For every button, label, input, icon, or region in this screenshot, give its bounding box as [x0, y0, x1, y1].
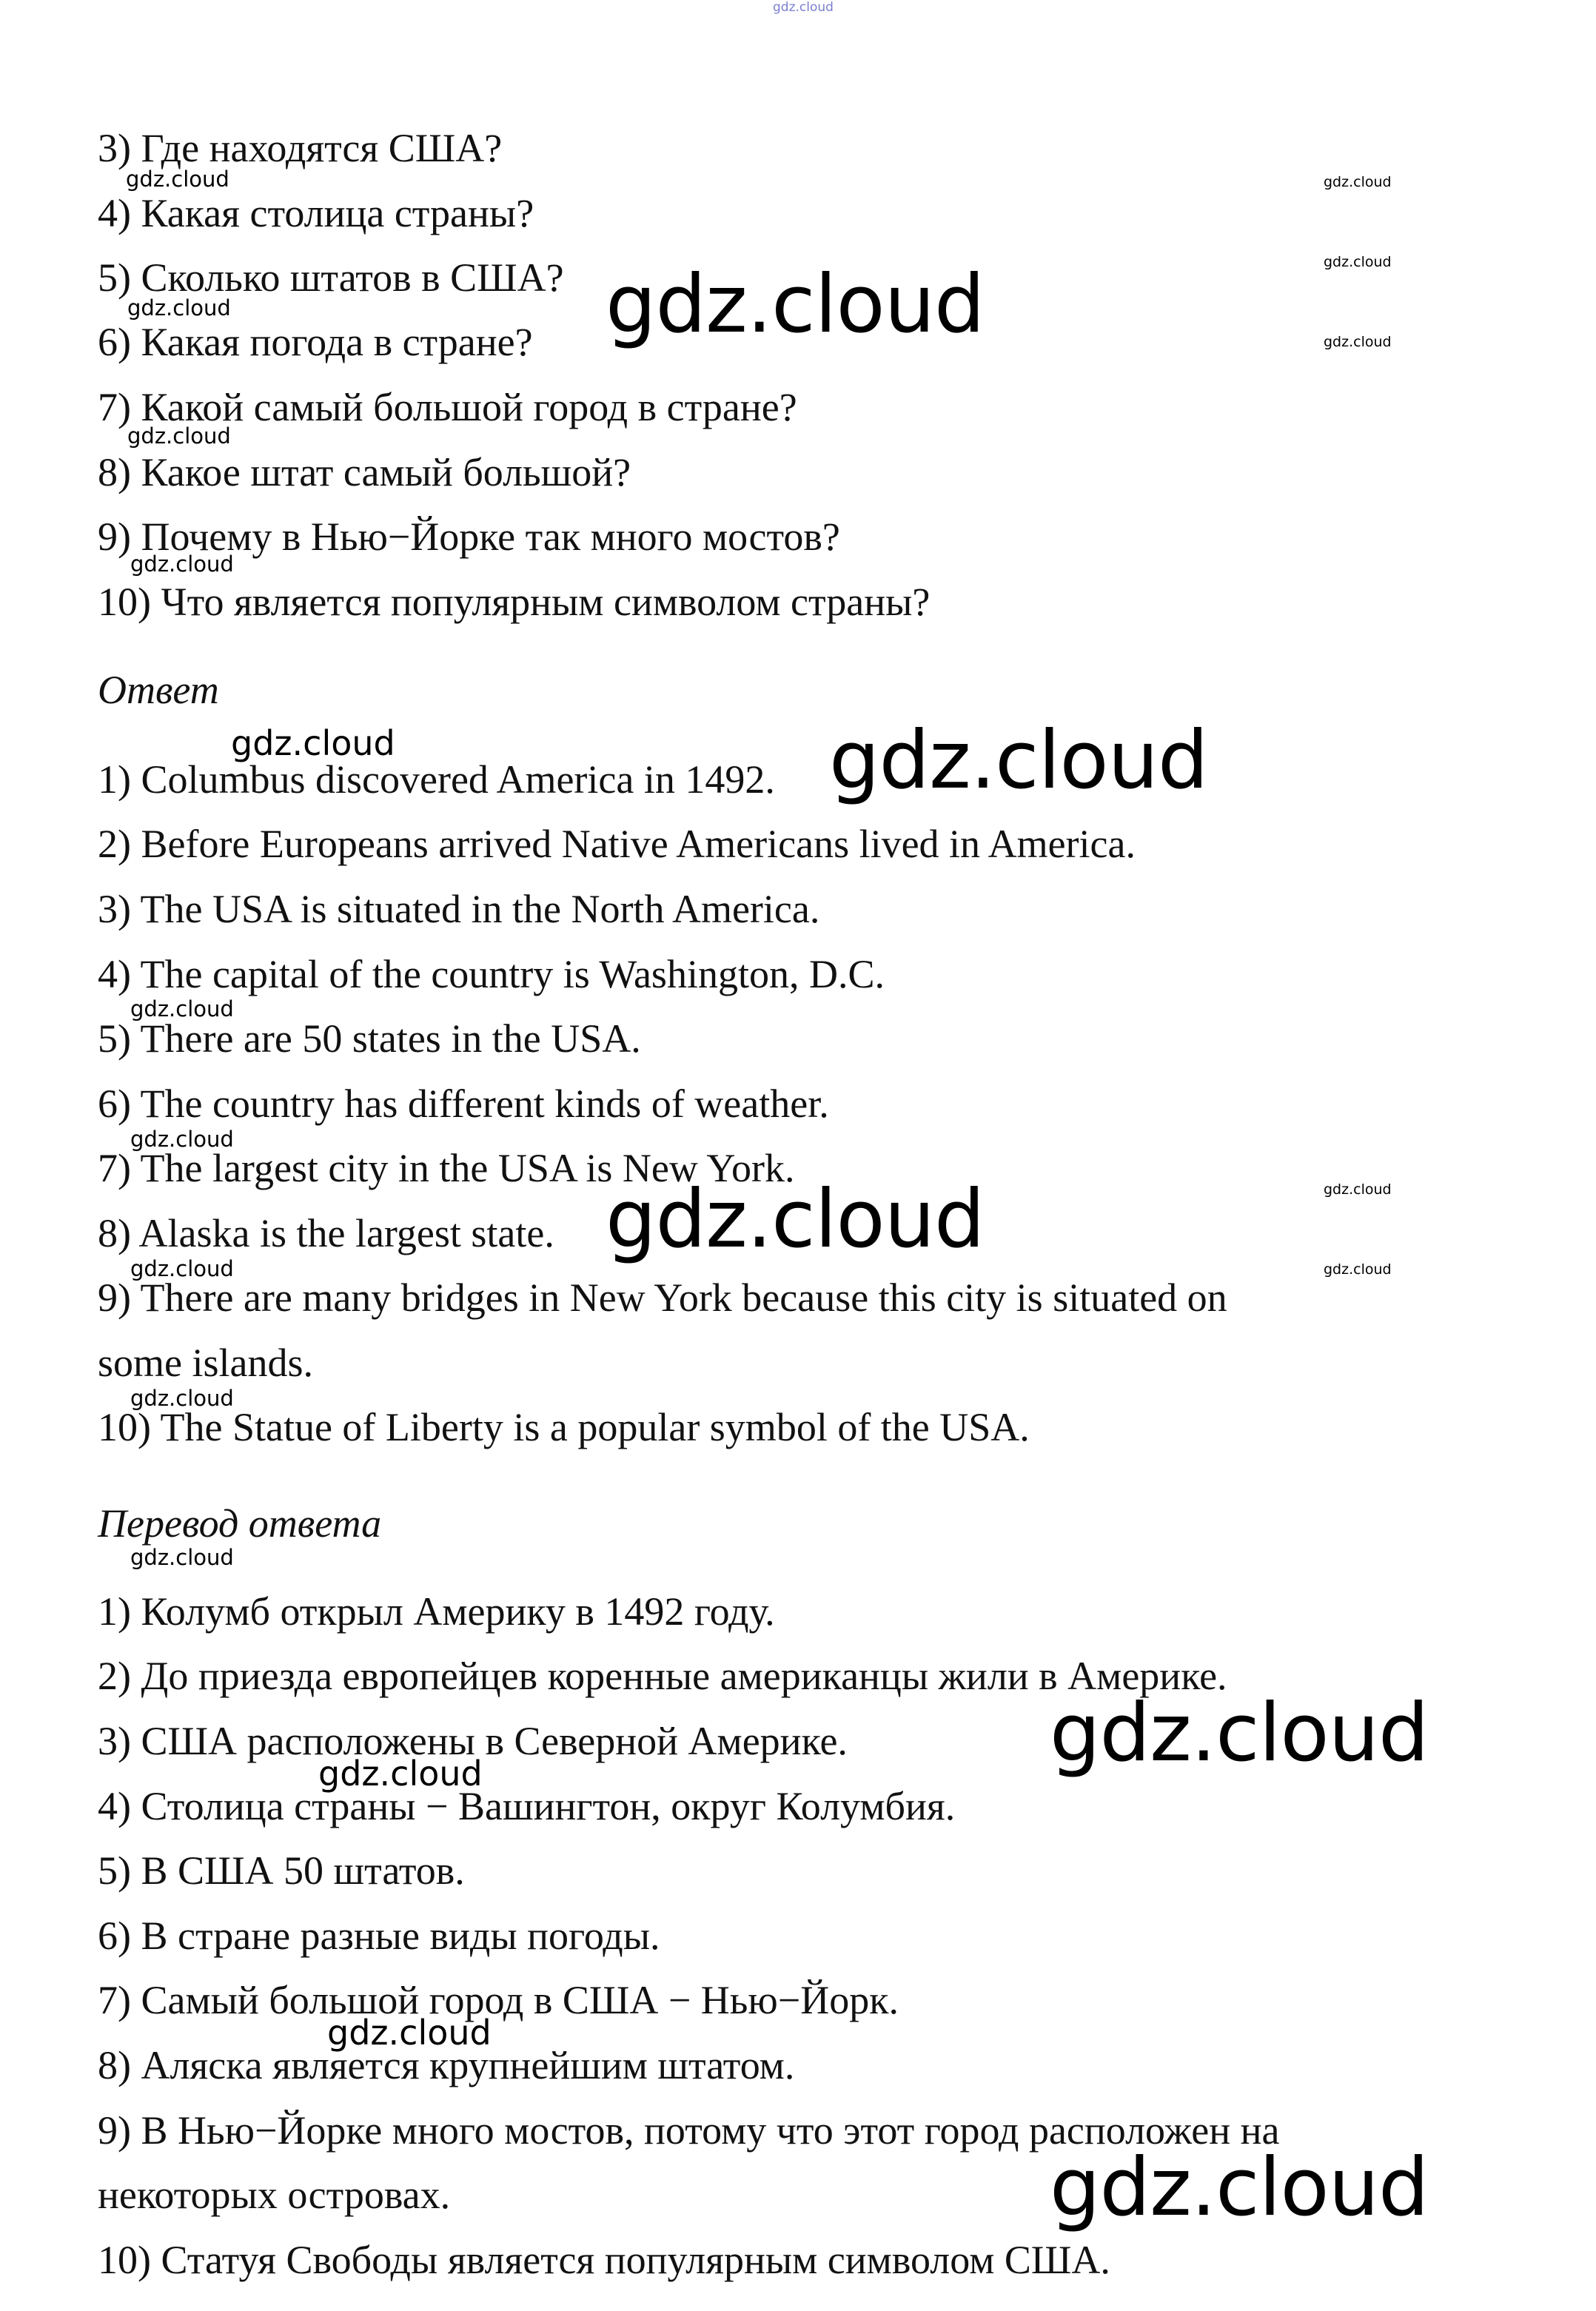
- answer-line: some islands.: [98, 1341, 313, 1385]
- watermark: gdz.cloud: [126, 167, 229, 192]
- watermark: gdz.cloud: [606, 258, 985, 351]
- translation-line: 9) В Нью−Йорке много мостов, потому что этот город расположен на: [98, 2108, 1280, 2153]
- answer-line: 5) There are 50 states in the USA.: [98, 1016, 641, 1061]
- question-line: 3) Где находятся США?: [98, 126, 503, 170]
- question-line: 7) Какой самый большой город в стране?: [98, 385, 797, 429]
- answer-line: 10) The Statue of Liberty is a popular symbol of the USA.: [98, 1405, 1030, 1449]
- question-line: 6) Какая погода в стране?: [98, 320, 533, 364]
- answer-line: 3) The USA is situated in the North America.: [98, 887, 820, 931]
- watermark: gdz.cloud: [327, 2013, 492, 2053]
- watermark: gdz.cloud: [231, 723, 395, 763]
- watermark: gdz.cloud: [130, 1386, 234, 1411]
- question-line: 10) Что является популярным символом страны?: [98, 580, 931, 624]
- watermark: gdz.cloud: [130, 996, 234, 1022]
- answer-line: 2) Before Europeans arrived Native Americans lived in America.: [98, 822, 1136, 866]
- watermark: gdz.cloud: [773, 0, 834, 15]
- translation-line: 1) Колумб открыл Америку в 1492 году.: [98, 1589, 775, 1634]
- translation-line: 3) США расположены в Северной Америке.: [98, 1719, 848, 1763]
- watermark: gdz.cloud: [1324, 174, 1392, 190]
- translation-line: 8) Аляска является крупнейшим штатом.: [98, 2043, 795, 2087]
- watermark: gdz.cloud: [1324, 1261, 1392, 1278]
- translation-line: некоторых островах.: [98, 2173, 451, 2217]
- watermark: gdz.cloud: [130, 551, 234, 577]
- watermark: gdz.cloud: [130, 1545, 234, 1570]
- question-line: 9) Почему в Нью−Йорке так много мостов?: [98, 514, 840, 559]
- translation-line: 7) Самый большой город в США − Нью−Йорк.: [98, 1978, 899, 2022]
- question-line: 5) Сколько штатов в США?: [98, 255, 564, 300]
- watermark: gdz.cloud: [1324, 334, 1392, 350]
- answer-line: 7) The largest city in the USA is New York.: [98, 1146, 795, 1190]
- watermark: gdz.cloud: [127, 295, 231, 321]
- question-line: 8) Какое штат самый большой?: [98, 450, 631, 494]
- translation-line: 10) Статуя Свободы является популярным символом США.: [98, 2238, 1110, 2282]
- answer-line: 8) Alaska is the largest state.: [98, 1211, 554, 1255]
- watermark: gdz.cloud: [318, 1754, 483, 1794]
- watermark: gdz.cloud: [1324, 1181, 1392, 1198]
- answer-line: 9) There are many bridges in New York because this city is situated on: [98, 1275, 1227, 1320]
- watermark: gdz.cloud: [130, 1127, 234, 1152]
- answer-line: 6) The country has different kinds of weather.: [98, 1081, 829, 1126]
- translation-line: 5) В США 50 штатов.: [98, 1848, 465, 1893]
- answer-heading: Ответ: [98, 668, 219, 712]
- translation-line: 4) Столица страны − Вашингтон, округ Колумбия.: [98, 1784, 956, 1828]
- watermark: gdz.cloud: [1050, 2141, 1429, 2234]
- translation-line: 6) В стране разные виды погоды.: [98, 1913, 660, 1958]
- watermark: gdz.cloud: [606, 1173, 985, 1266]
- answer-line: 4) The capital of the country is Washington, D.C.: [98, 952, 885, 996]
- question-line: 4) Какая столица страны?: [98, 191, 534, 235]
- answer-line: 1) Columbus discovered America in 1492.: [98, 757, 775, 802]
- watermark: gdz.cloud: [1050, 1687, 1429, 1780]
- translation-heading: Перевод ответа: [98, 1501, 382, 1546]
- watermark: gdz.cloud: [130, 1256, 234, 1281]
- watermark: gdz.cloud: [127, 423, 231, 449]
- watermark: gdz.cloud: [829, 714, 1208, 807]
- watermark: gdz.cloud: [1324, 254, 1392, 270]
- translation-line: 2) До приезда европейцев коренные американцы жили в Америке.: [98, 1654, 1227, 1698]
